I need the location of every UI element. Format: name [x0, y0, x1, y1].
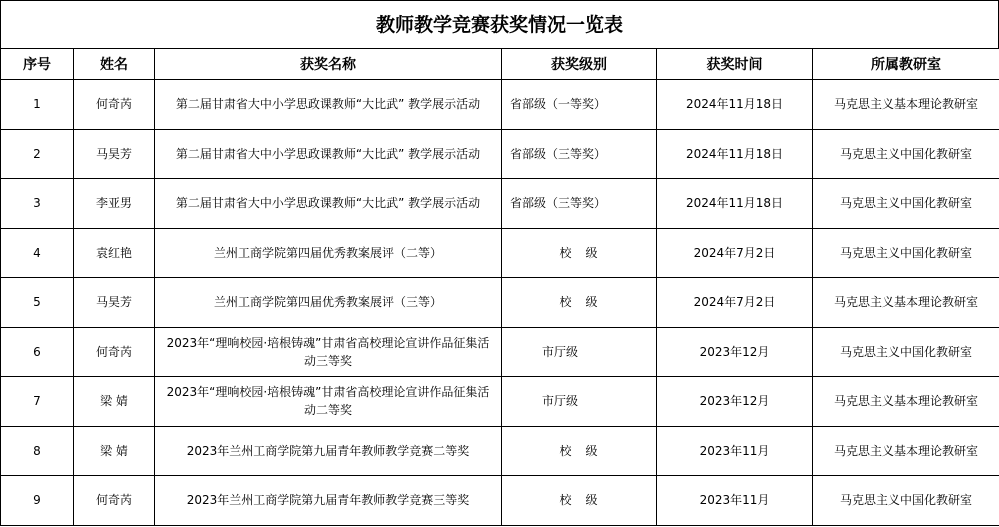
cell-award: 2023年兰州工商学院第九届青年教师教学竞赛三等奖: [155, 476, 502, 526]
cell-award: 2023年“理响校园·培根铸魂”甘肃省高校理论宣讲作品征集活动三等奖: [155, 327, 502, 377]
cell-index: 8: [1, 426, 74, 476]
cell-name: 马昊芳: [74, 278, 155, 328]
cell-office: 马克思主义基本理论教研室: [813, 426, 999, 476]
table-row: [1, 377, 999, 427]
cell-index: 6: [1, 327, 74, 377]
cell-level: 校 级: [502, 476, 657, 526]
cell-date: 2024年11月18日: [657, 129, 813, 179]
cell-index: 2: [1, 129, 74, 179]
cell-index: 5: [1, 278, 74, 328]
cell-level: 市厅级: [502, 327, 657, 377]
cell-index: 4: [1, 228, 74, 278]
cell-level: 市厅级: [502, 377, 657, 427]
cell-office: 马克思主义基本理论教研室: [813, 377, 999, 427]
header-row: [1, 49, 999, 80]
cell-level: 省部级（三等奖）: [502, 129, 657, 179]
cell-date: 2023年11月: [657, 426, 813, 476]
cell-office: 马克思主义基本理论教研室: [813, 278, 999, 328]
cell-index: 1: [1, 80, 74, 130]
cell-office: 马克思主义中国化教研室: [813, 476, 999, 526]
cell-level: 省部级（三等奖）: [502, 179, 657, 229]
cell-level: 省部级（一等奖）: [502, 80, 657, 130]
awards-table: [0, 48, 999, 526]
cell-award: 兰州工商学院第四届优秀教案展评（二等）: [155, 228, 502, 278]
cell-date: 2023年12月: [657, 327, 813, 377]
cell-name: 何奇芮: [74, 476, 155, 526]
cell-award: 2023年兰州工商学院第九届青年教师教学竞赛二等奖: [155, 426, 502, 476]
table-row: [1, 278, 999, 328]
header-level: 获奖级别: [502, 49, 657, 80]
cell-date: 2024年11月18日: [657, 80, 813, 130]
cell-date: 2023年11月: [657, 476, 813, 526]
cell-name: 马昊芳: [74, 129, 155, 179]
table-row: [1, 129, 999, 179]
cell-name: 袁红艳: [74, 228, 155, 278]
cell-office: 马克思主义中国化教研室: [813, 179, 999, 229]
cell-level: 校 级: [502, 426, 657, 476]
cell-name: 何奇芮: [74, 327, 155, 377]
cell-date: 2024年7月2日: [657, 278, 813, 328]
table-row: [1, 80, 999, 130]
table-row: [1, 179, 999, 229]
cell-level: 校 级: [502, 228, 657, 278]
header-office: 所属教研室: [813, 49, 999, 80]
cell-index: 7: [1, 377, 74, 427]
table-row: [1, 426, 999, 476]
header-name: 姓名: [74, 49, 155, 80]
cell-date: 2024年7月2日: [657, 228, 813, 278]
cell-name: 梁 婧: [74, 377, 155, 427]
cell-office: 马克思主义中国化教研室: [813, 129, 999, 179]
table-row: [1, 228, 999, 278]
cell-name: 李亚男: [74, 179, 155, 229]
cell-office: 马克思主义中国化教研室: [813, 228, 999, 278]
cell-award: 第二届甘肃省大中小学思政课教师“大比武” 教学展示活动: [155, 129, 502, 179]
cell-office: 马克思主义基本理论教研室: [813, 80, 999, 130]
cell-office: 马克思主义中国化教研室: [813, 327, 999, 377]
cell-level: 校 级: [502, 278, 657, 328]
table-row: [1, 476, 999, 526]
cell-award: 第二届甘肃省大中小学思政课教师“大比武” 教学展示活动: [155, 80, 502, 130]
cell-index: 3: [1, 179, 74, 229]
cell-name: 何奇芮: [74, 80, 155, 130]
cell-index: 9: [1, 476, 74, 526]
cell-name: 梁 婧: [74, 426, 155, 476]
header-award: 获奖名称: [155, 49, 502, 80]
cell-award: 第二届甘肃省大中小学思政课教师“大比武” 教学展示活动: [155, 179, 502, 229]
page-title: 教师教学竞赛获奖情况一览表: [0, 0, 999, 48]
table-row: [1, 327, 999, 377]
header-date: 获奖时间: [657, 49, 813, 80]
cell-award: 2023年“理响校园·培根铸魂”甘肃省高校理论宣讲作品征集活动二等奖: [155, 377, 502, 427]
cell-date: 2024年11月18日: [657, 179, 813, 229]
header-index: 序号: [1, 49, 74, 80]
cell-date: 2023年12月: [657, 377, 813, 427]
cell-award: 兰州工商学院第四届优秀教案展评（三等）: [155, 278, 502, 328]
